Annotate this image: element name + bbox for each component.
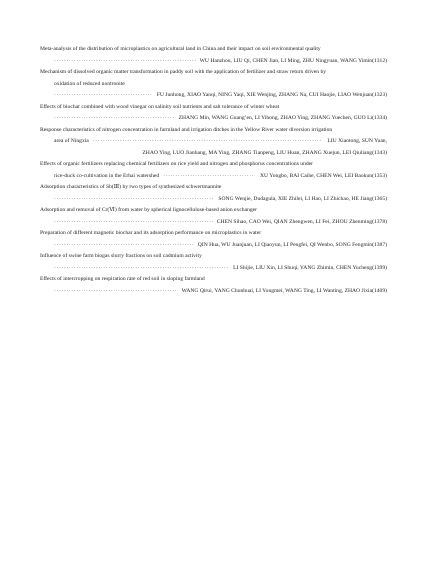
- entry-authors: SONG Wenjie, Dudagula, XIE Zhilei, LI Hao, LI Zhichao, HE Jiang: [218, 195, 373, 202]
- entry-authors: CHEN Sihao, CAO Wei, QIAN Zhengwen, LI Fei, ZHOU Zhenming: [216, 218, 373, 225]
- entry-title: Mechanism of dissolved organic matter transformation in paddy soil with the application of fertilizer and straw return driven by: [40, 69, 327, 75]
- entry-page: (1387): [372, 241, 387, 248]
- entry-title: Meta-analysis of the distribution of microplastics on agricultural land in China and their impact on soil environmental quality: [40, 46, 321, 52]
- toc-entry[interactable]: [40, 205, 387, 228]
- entry-page: (1323): [372, 92, 387, 98]
- entry-authors: ZHANG Min, WANG Guang’en, LI Yihong, ZHAO Ying, ZHANG Yuechen, GUO Li: [178, 115, 373, 121]
- entry-authors: XU Yongbo, BAI Caihe, CHEN Wei, LEI Baokun: [259, 172, 373, 179]
- toc-entry[interactable]: [40, 102, 387, 125]
- leader-dots: [54, 56, 196, 68]
- entry-author-line: [40, 217, 387, 229]
- table-of-contents: [40, 44, 387, 297]
- entry-author-line: [40, 263, 387, 275]
- entry-author-line: [40, 90, 387, 102]
- leader-dots: [54, 240, 194, 252]
- leader-dots: [54, 286, 178, 298]
- entry-authors: FU Junhong, XIAO Yanqi, NING Yaqi, XIE Wenjing, ZHANG Na, CUI Haojie, LIAO Wenjuan: [156, 92, 373, 98]
- entry-author-line: [40, 113, 387, 125]
- entry-author-line: [40, 194, 387, 206]
- entry-title-continued-line: [40, 171, 387, 183]
- entry-title: Effects of organic fertilizers replacing chemical fertilizers on rice yield and nitrogen and phosphorus concentrations under: [40, 161, 314, 167]
- leader-dots: [54, 113, 175, 125]
- entry-authors-part1: LIU Xiaotong, SUN Yuan,: [327, 138, 387, 144]
- entry-title-continued: rice-duck co-cultivation in the Erhai watershed: [54, 172, 160, 179]
- leader-dots: [54, 194, 214, 206]
- entry-title: Adsorption characteristics of Sb(Ⅲ) by two types of synthesized schwertmannite: [40, 184, 222, 190]
- entry-page: (1353): [372, 172, 387, 179]
- entry-authors: ZHAO Ying, LUO Jianhang, MA Ying, ZHANG Tianpeng, LIU Huan, ZHANG Xuejun, LEI Qiuliang: [142, 149, 373, 156]
- toc-entry[interactable]: [40, 159, 387, 182]
- entry-page: (1334): [372, 115, 387, 121]
- toc-entry[interactable]: [40, 228, 387, 251]
- entry-page: (1312): [372, 57, 387, 64]
- toc-entry[interactable]: [40, 125, 387, 160]
- entry-authors: WANG Qirui, YANG Chunhuai, LI Yongmei, WANG Ting, LI Wanting, ZHAO Jixia: [181, 287, 373, 294]
- toc-entry[interactable]: [40, 182, 387, 205]
- leader-dots: [163, 171, 254, 183]
- toc-entry[interactable]: [40, 44, 387, 67]
- entry-title: Response characteristics of nitrogen concentration in farmland and irrigation ditches in the Yellow River water diversion irrigation: [40, 126, 333, 133]
- leader-dots: [93, 136, 322, 148]
- entry-page: (1399): [372, 264, 387, 271]
- entry-title-continued: oxidation of reduced nontronite: [54, 80, 125, 87]
- entry-title-continued: area of Ningxia: [54, 138, 89, 144]
- entry-title-continued-line: [40, 136, 387, 148]
- entry-author-line: [40, 286, 387, 298]
- entry-title: Effects of intercropping on respiration rate of red soil in sloping farmland: [40, 276, 205, 282]
- entry-authors: WU Hanzhou, LIU Qi, CHEN Jian, LI Ming, ZHU Ningyuan, WANG Yimin: [199, 57, 373, 64]
- entry-title: Adsorption and removal of Cr(Ⅵ) from water by spherical lignocellulose-based anion exchanger: [40, 207, 258, 213]
- entry-title: Influence of swine farm biogas slurry fractions on soil cadmium activity: [40, 253, 202, 259]
- entry-author-line: [40, 148, 387, 160]
- entry-authors: QIN Hua, WU Juanjuan, LI Qiaoyun, LI Pengfei, QI Wenbo, SONG Fengmin: [197, 241, 373, 248]
- entry-page: (1378): [372, 218, 387, 225]
- entry-page: (1409): [372, 287, 387, 294]
- entry-title: Preparation of different magnetic biochar and its adsorption performance on microplastics in water: [40, 230, 262, 236]
- leader-dots: [54, 217, 213, 229]
- leader-dots: [54, 263, 229, 275]
- leader-dots: [54, 90, 153, 102]
- entry-page: (1343): [372, 149, 387, 156]
- entry-author-line: [40, 240, 387, 252]
- toc-entry[interactable]: [40, 274, 387, 297]
- entry-author-line: [40, 56, 387, 68]
- toc-entry[interactable]: [40, 251, 387, 274]
- entry-authors: LI Shijie, LIU Xin, LI Shuqi, YANG Zhimin, CHEN Yucheng: [233, 264, 373, 271]
- entry-title: Effects of biochar combined with wood vinegar on salinity soil nutrients and salt tolerance of winter wheat: [40, 103, 280, 110]
- toc-entry[interactable]: [40, 67, 387, 102]
- entry-page: (1365): [372, 195, 387, 202]
